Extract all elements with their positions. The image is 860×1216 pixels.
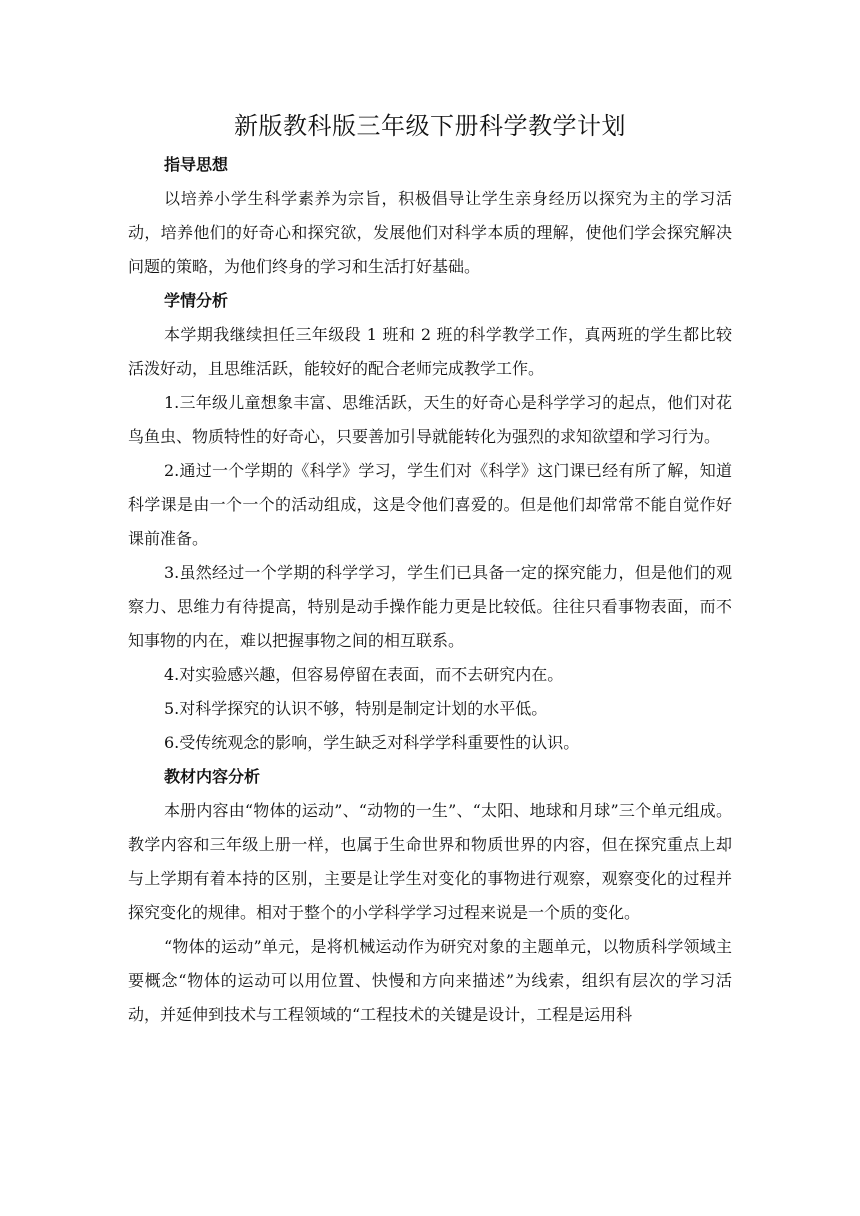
paragraph: 本册内容由“物体的运动”、“动物的一生”、“太阳、地球和月球”三个单元组成。教学内容和三年级上册一样，也属于生命世界和物质世界的内容，但在探究重点上却与上学期有着本持的区别，主要是让学生对变化的事物进行观察，观察变化的过程并探究变化的规律。相对于整个的小学科学学习过程来说是一个质的变化。: [128, 801, 732, 922]
paragraph: 6.受传统观念的影响，学生缺乏对科学学科重要性的认识。: [164, 733, 580, 752]
section-heading-textbook-analysis: 教材内容分析: [164, 767, 261, 786]
paragraph: 本学期我继续担任三年级段 1 班和 2 班的科学教学工作，真两班的学生都比较活泼好动，且思维活跃，能较好的配合老师完成教学工作。: [128, 325, 732, 378]
paragraph: 3.虽然经过一个学期的科学学习，学生们已具备一定的探究能力，但是他们的观察力、思维力有待提高，特别是动手操作能力更是比较低。往往只看事物表面，而不知事物的内在，难以把握事物之间的相互联系。: [128, 563, 732, 650]
document-body: [128, 108, 732, 1032]
paragraph: 2.通过一个学期的《科学》学习，学生们对《科学》这门课已经有所了解，知道科学课是由一个一个的活动组成，这是令他们喜爱的。但是他们却常常不能自觉作好课前准备。: [128, 461, 732, 548]
paragraph: 以培养小学生科学素养为宗旨，积极倡导让学生亲身经历以探究为主的学习活动，培养他们的好奇心和探究欲，发展他们对科学本质的理解，使他们学会探究解决问题的策略，为他们终身的学习和生活打好基础。: [128, 189, 732, 276]
section-heading-student-analysis: 学情分析: [164, 291, 229, 310]
section-heading-guiding-ideology: 指导思想: [164, 155, 229, 174]
paragraph: 5.对科学探究的认识不够，特别是制定计划的水平低。: [164, 699, 548, 718]
paragraph: 1.三年级儿童想象丰富、思维活跃，天生的好奇心是科学学习的起点，他们对花鸟鱼虫、物质特性的好奇心，只要善加引导就能转化为强烈的求知欲望和学习行为。: [128, 393, 732, 446]
paragraph: 4.对实验感兴趣，但容易停留在表面，而不去研究内在。: [164, 665, 564, 684]
paragraph: “物体的运动”单元，是将机械运动作为研究对象的主题单元，以物质科学领域主要概念“物体的运动可以用位置、快慢和方向来描述”为线索，组织有层次的学习活动，并延伸到技术与工程领域的“工程技术的关键是设计，工程是运用科: [128, 937, 732, 1024]
document-title: 新版教科版三年级下册科学教学计划: [234, 112, 626, 140]
